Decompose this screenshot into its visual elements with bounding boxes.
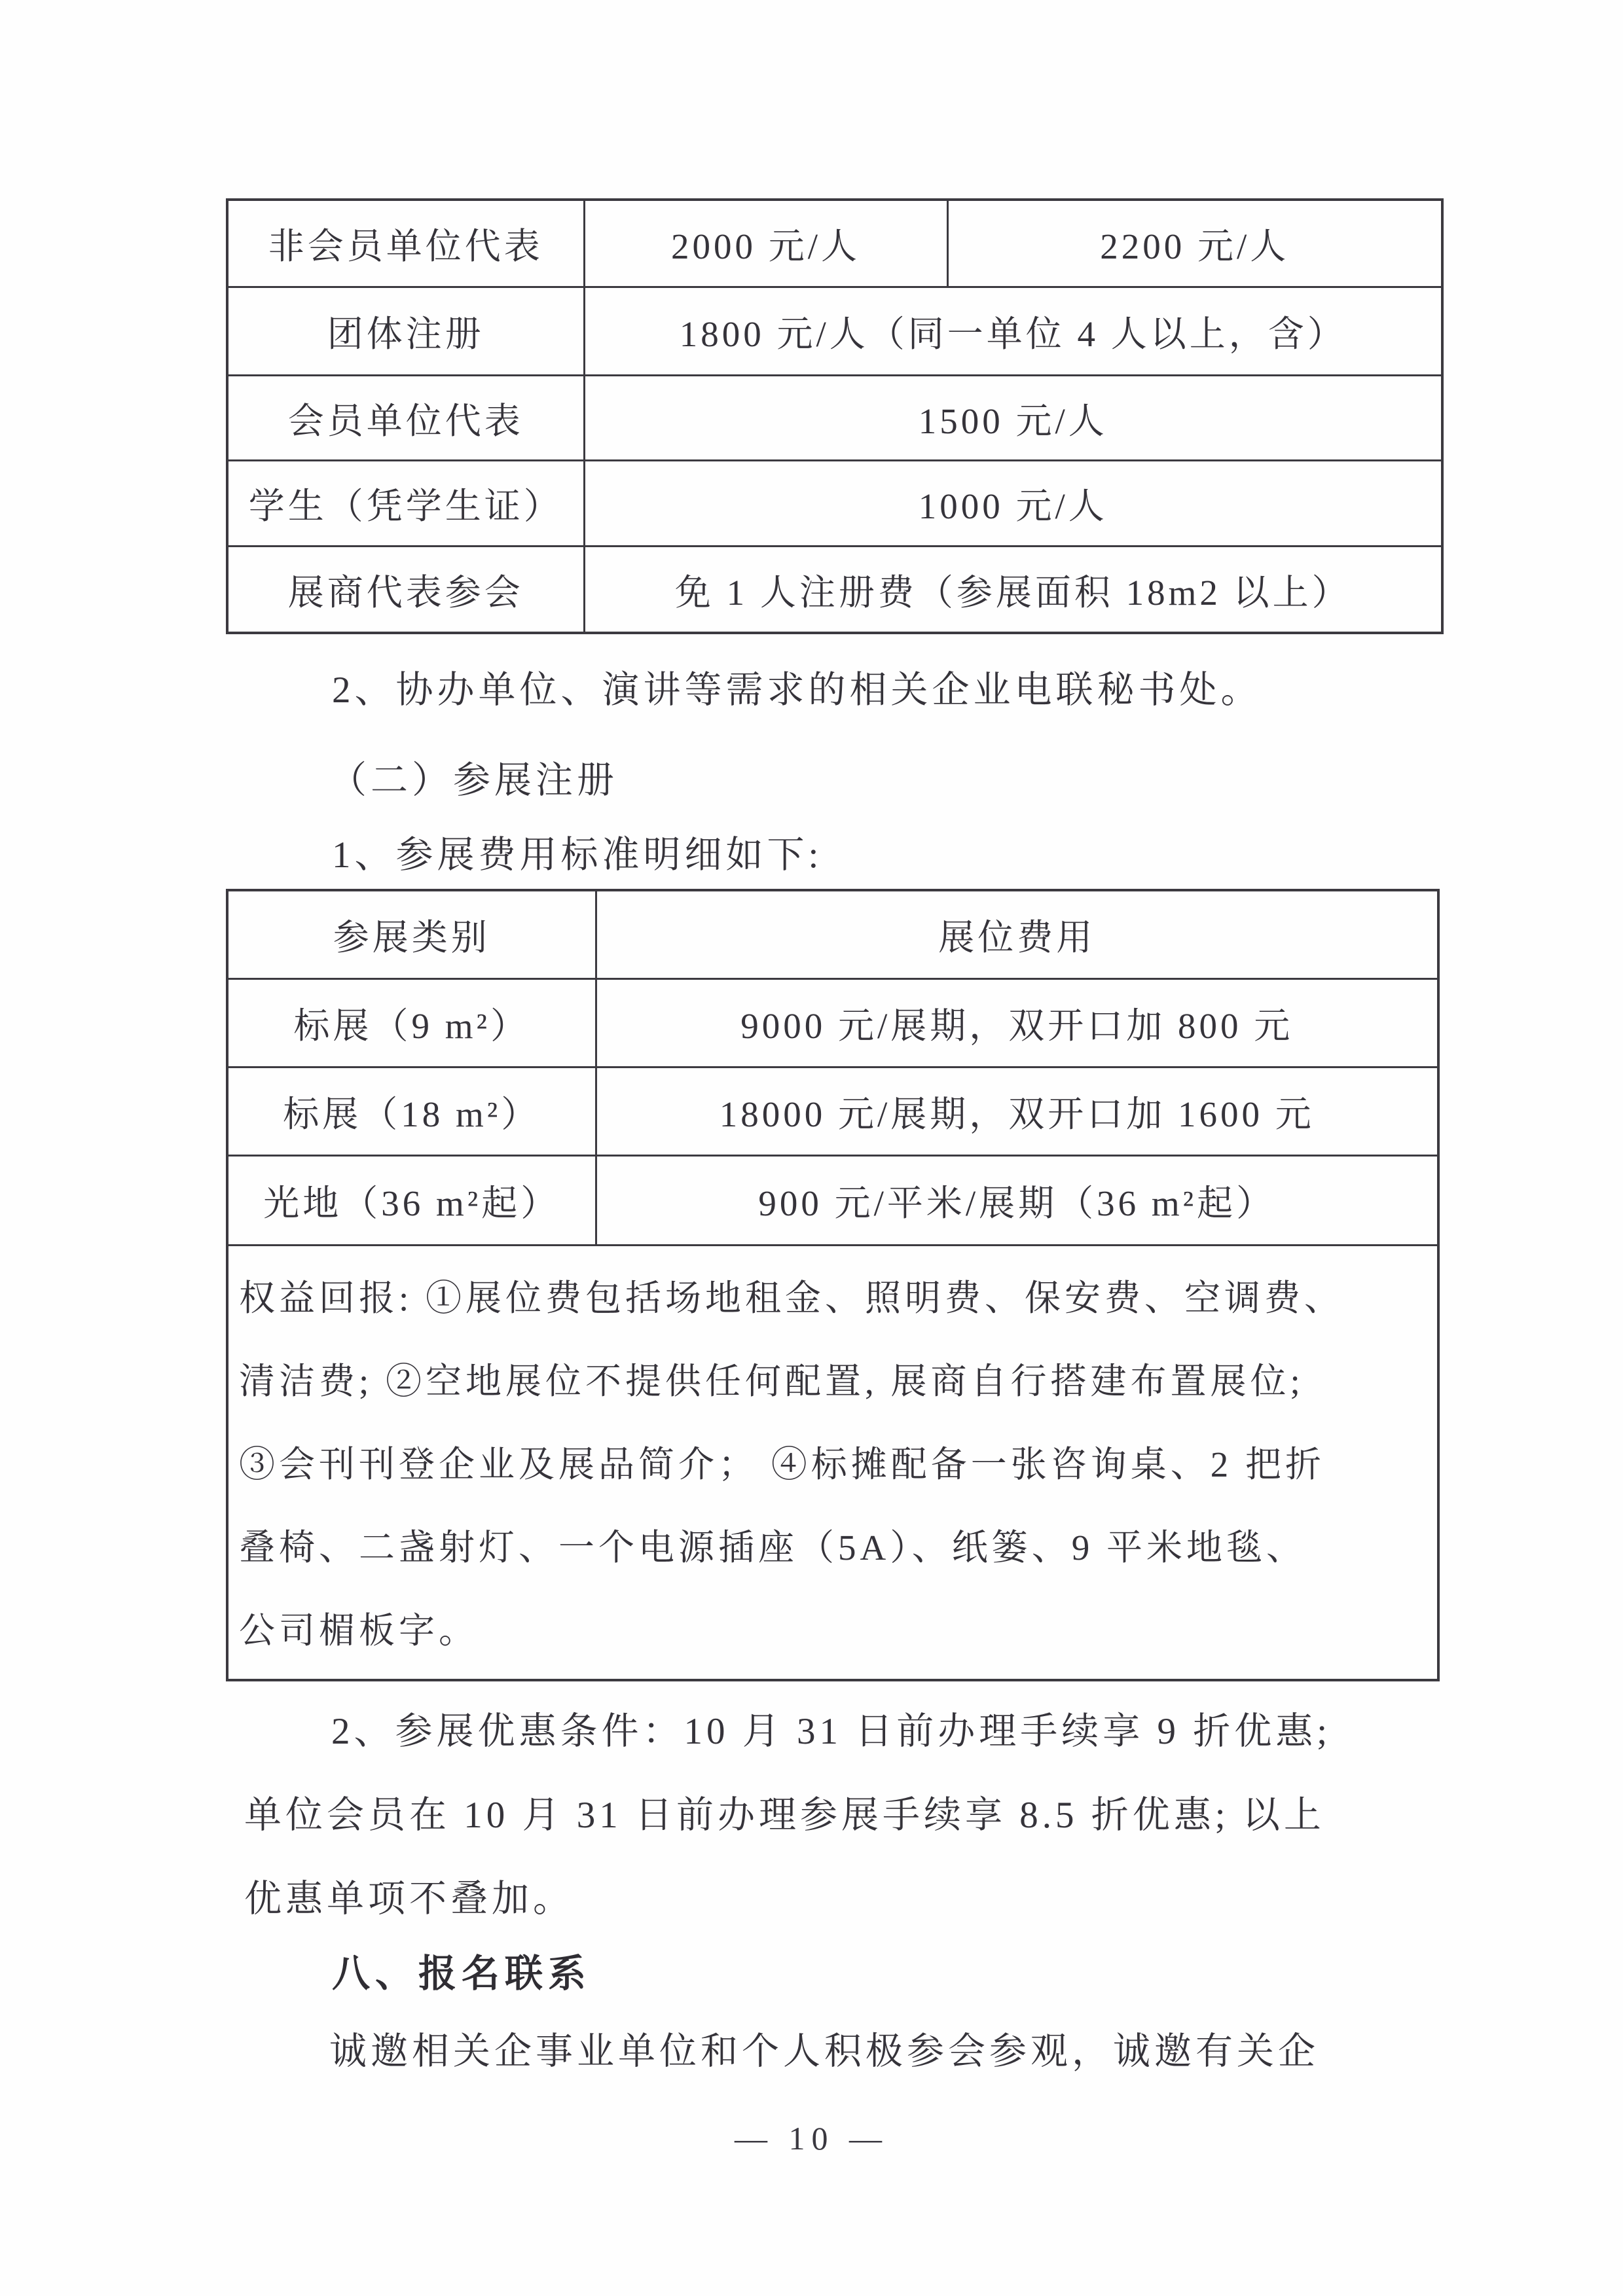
table-row [227, 978, 1438, 1067]
fee-cell: 18000 元/展期，双开口加 1600 元 [596, 1067, 1438, 1155]
fee-cell: 免 1 人注册费（参展面积 18m2 以上） [584, 546, 1442, 633]
row-label: 标展（18 m²） [227, 1067, 596, 1155]
row-label: 会员单位代表 [227, 375, 584, 460]
row-label: 光地（36 m²起） [227, 1155, 596, 1245]
fee-cell: 1000 元/人 [584, 460, 1442, 546]
table-header-row [227, 890, 1438, 978]
table-row-benefits [227, 1245, 1438, 1680]
table-row [227, 1155, 1438, 1245]
discount-paragraph [244, 1690, 1396, 1941]
benefits-cell [227, 1245, 1438, 1680]
benefits-line: ③会刊刊登企业及展品简介； ④标摊配备一张咨询桌、2 把折 [239, 1444, 1326, 1484]
row-label: 展商代表参会 [227, 546, 584, 633]
column-header-fee: 展位费用 [596, 890, 1438, 978]
fee-cell: 2000 元/人 [584, 200, 947, 287]
benefits-line: 清洁费; ②空地展位不提供任何配置, 展商自行搭建布置展位; [239, 1361, 1304, 1401]
benefits-line: 权益回报: ①展位费包括场地租金、照明费、保安费、空调费、 [239, 1278, 1345, 1318]
fee-cell: 900 元/平米/展期（36 m²起） [596, 1155, 1438, 1245]
discount-line: 单位会员在 10 月 31 日前办理参展手续享 8.5 折优惠; 以上 [244, 1795, 1325, 1836]
row-label: 学生（凭学生证） [227, 460, 584, 546]
row-label: 团体注册 [227, 287, 584, 375]
column-header-category: 参展类别 [227, 890, 596, 978]
page-number: — 10 — [735, 2120, 888, 2157]
table-row [227, 1067, 1438, 1155]
fee-cell: 9000 元/展期，双开口加 800 元 [596, 978, 1438, 1067]
benefits-line: 叠椅、二盏射灯、一个电源插座（5A）、纸篓、9 平米地毯、 [239, 1527, 1306, 1568]
table-row [227, 287, 1442, 375]
fee-cell: 1800 元/人（同一单位 4 人以上，含） [584, 287, 1442, 375]
section-2-heading: （二）参展注册 [329, 760, 618, 801]
table-row [227, 200, 1442, 287]
item-1-heading: 1、参展费用标准明细如下: [332, 834, 823, 876]
row-label: 非会员单位代表 [227, 200, 584, 287]
table-row [227, 460, 1442, 546]
fee-cell: 2200 元/人 [947, 200, 1442, 287]
closing-invitation-line: 诚邀相关企事业单位和个人积极参会参观，诚邀有关企 [329, 2031, 1319, 2072]
discount-line: 2、参展优惠条件：10 月 31 日前办理手续享 9 折优惠; [331, 1711, 1332, 1752]
table-row [227, 546, 1442, 633]
section-8-heading: 八、报名联系 [332, 1952, 592, 1995]
registration-fee-table [226, 198, 1444, 634]
discount-line: 优惠单项不叠加。 [244, 1878, 574, 1920]
fee-cell: 1500 元/人 [584, 375, 1442, 460]
row-label: 标展（9 m²） [227, 978, 596, 1067]
exhibition-fee-table [226, 889, 1440, 1681]
note-cooperation-line: 2、协办单位、演讲等需求的相关企业电联秘书处。 [332, 670, 1262, 711]
benefits-line: 公司楣板字。 [239, 1610, 479, 1651]
table-row [227, 375, 1442, 460]
